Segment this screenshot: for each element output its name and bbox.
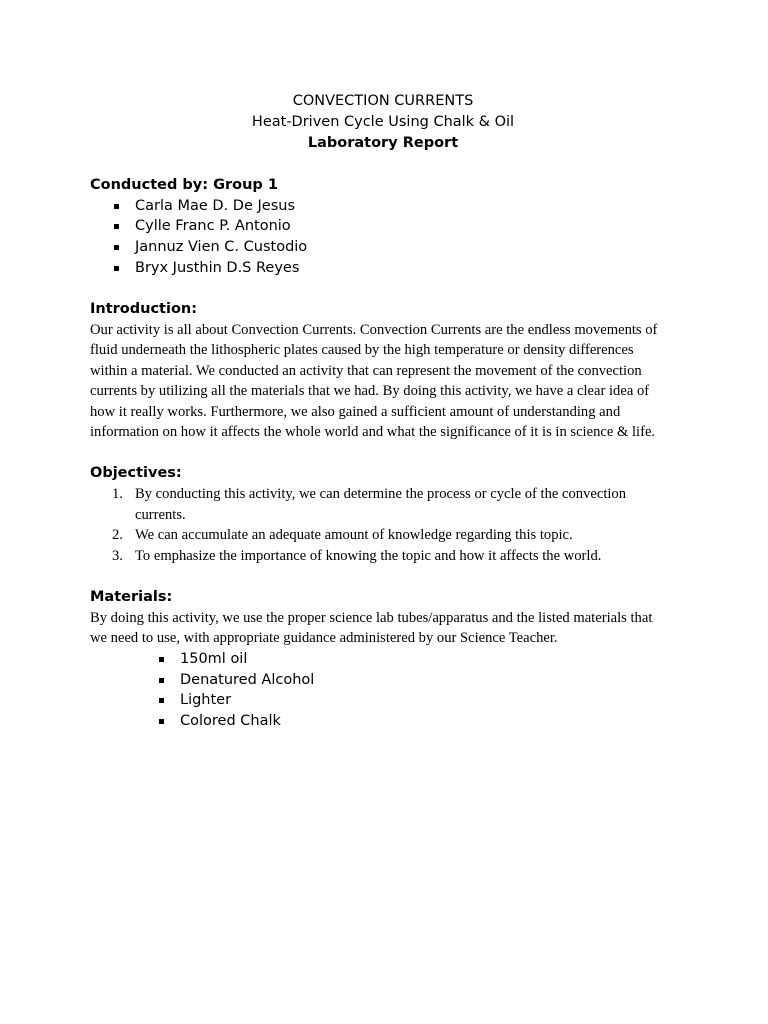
- bullet-icon: [114, 204, 119, 209]
- paragraph-line: how it really works. Furthermore, we also gained a sufficient amount of understanding and: [90, 403, 621, 420]
- list-item: 1. By conducting this activity, we can determine the process or cycle of the convection currents.: [112, 486, 627, 523]
- list-item: 150ml oil: [90, 649, 680, 670]
- list-item: Denatured Alcohol: [90, 670, 680, 691]
- paragraph-line: we need to use, with appropriate guidance administered by our Science Teacher.: [90, 630, 558, 647]
- materials-heading: Materials:: [90, 589, 173, 606]
- list-number: 2.: [112, 527, 123, 544]
- materials-paragraph: [90, 608, 680, 649]
- objectives-heading: Objectives:: [90, 465, 182, 482]
- list-number: 1.: [112, 486, 123, 503]
- paragraph-line: fluid underneath the lithospheric plates caused by the high temperature or density differences: [90, 342, 634, 359]
- list-number: 3.: [112, 547, 123, 564]
- report-type-heading: Laboratory Report: [307, 135, 459, 151]
- list-item: 3. To emphasize the importance of knowing the topic and how it affects the world.: [90, 546, 680, 567]
- list-item: 2. We can accumulate an adequate amount of knowledge regarding this topic.: [90, 525, 680, 546]
- introduction-paragraph: [90, 320, 680, 442]
- paragraph-line: By doing this activity, we use the proper science lab tubes/apparatus and the listed materials that: [90, 610, 653, 626]
- objectives-list: [90, 484, 680, 566]
- materials-list: [90, 649, 680, 732]
- paragraph-line: within a material. We conducted an activity that can represent the movement of the convection: [90, 362, 642, 379]
- document-title: CONVECTION CURRENTS: [292, 93, 474, 109]
- introduction-heading: Introduction:: [90, 301, 198, 318]
- bullet-icon: [159, 678, 164, 683]
- bullet-icon: [159, 657, 164, 662]
- list-item: Cylle Franc P. Antonio: [90, 216, 680, 237]
- bullet-icon: [114, 245, 119, 250]
- list-item: Jannuz Vien C. Custodio: [90, 237, 680, 258]
- list-item: Bryx Justhin D.S Reyes: [90, 258, 680, 279]
- document-subtitle: Heat-Driven Cycle Using Chalk & Oil: [251, 114, 515, 130]
- list-item: Colored Chalk: [90, 711, 680, 732]
- group-members-list: [90, 196, 680, 279]
- bullet-icon: [114, 266, 119, 271]
- bullet-icon: [159, 719, 164, 724]
- paragraph-line: currents by utilizing all the materials that we had. By doing this activity, we have a clear idea of: [90, 383, 650, 400]
- paragraph-line: Our activity is all about Convection Currents. Convection Currents are the endless movements of: [90, 322, 658, 338]
- paragraph-line: information on how it affects the whole world and what the significance of it is in science & life.: [90, 424, 656, 441]
- list-item: Lighter: [90, 690, 680, 711]
- list-item: Carla Mae D. De Jesus: [90, 196, 680, 217]
- document-page: [90, 91, 680, 732]
- bullet-icon: [159, 698, 164, 703]
- conducted-by-heading: Conducted by: Group 1: [90, 177, 278, 193]
- bullet-icon: [114, 224, 119, 229]
